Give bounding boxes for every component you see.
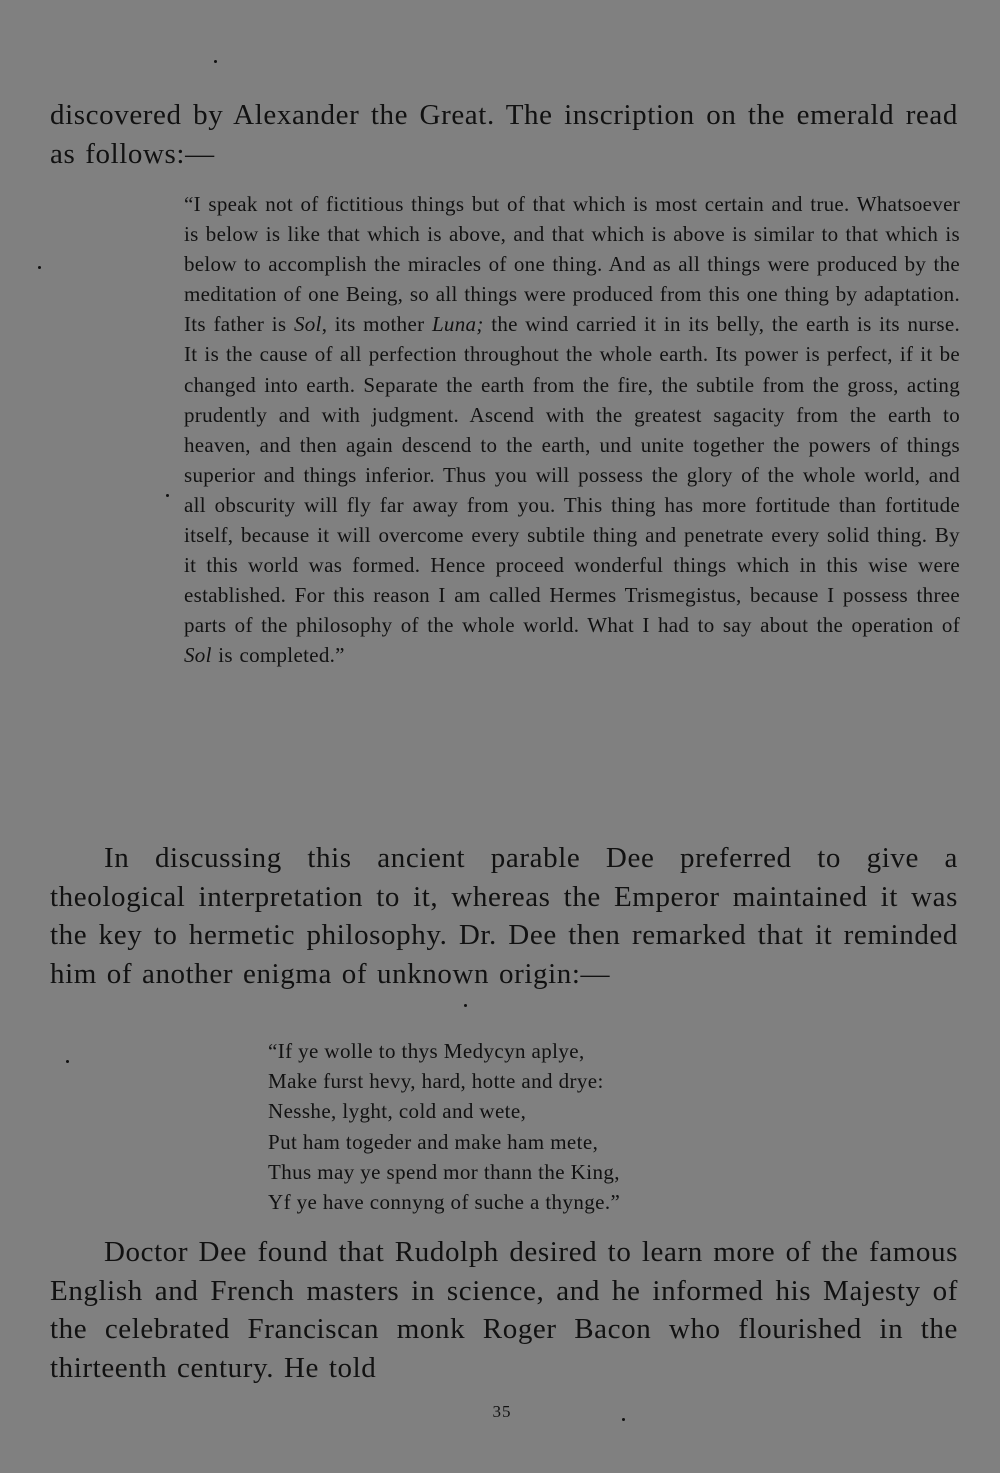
verse-line: Put ham togeder and make ham mete, — [268, 1129, 599, 1154]
scan-speck — [464, 1004, 467, 1007]
page-number: 35 — [492, 1402, 512, 1421]
scan-speck — [622, 1418, 625, 1421]
scan-speck — [38, 266, 41, 269]
enigma-verse — [268, 1036, 620, 1217]
quote-sol-2: Sol — [184, 643, 212, 668]
discussion-paragraph: In discussing this ancient parable Dee preferred to give a theological interpretation to it, whereas the Emperor maintained it was the key to hermetic philosophy. Dr. Dee then remarked that it reminded him of another enigma of unknown origin:— — [50, 842, 958, 990]
scan-speck — [66, 1060, 69, 1063]
opening-paragraph: discovered by Alexander the Great. The inscription on the emerald read as follows:— — [50, 99, 958, 170]
closing-paragraph: Doctor Dee found that Rudolph desired to learn more of the famous English and French masters in science, and he informed his Majesty of the celebrated Franciscan monk Roger Bacon who flourished in the thirteenth century. He told — [50, 1236, 958, 1384]
emerald-tablet-quote — [184, 189, 960, 671]
scan-speck — [214, 60, 217, 63]
quote-text-3: the wind carried it in its belly, the earth is its nurse. It is the cause of all perfection throughout the whole earth. Its power is perfect, if it be changed into earth. Separate the earth from the fire, the subtile from the gross, acting prudently and with judgment. Ascend with the greatest sagacity from the earth to heaven, and then again descend to the earth, und unite together the powers of things superior and things inferior. Thus you will possess the glory of the whole world, and all obscurity will fly far away from you. This thing has more fortitude than fortitude itself, because it will overcome every subtile thing and penetrate every solid thing. By it this world was formed. Hence proceed wonderful things which in this wise were established. For this reason I am called Hermes Trismegistus, because I possess three parts of the philosophy of the whole world. What I had to say about the operation of — [184, 312, 960, 638]
verse-line: Make furst hevy, hard, hotte and drye: — [268, 1069, 604, 1094]
quote-luna: Luna; — [431, 312, 484, 337]
verse-line: Yf ye have connyng of suche a thynge.” — [268, 1190, 621, 1215]
scan-speck — [166, 494, 169, 497]
verse-line: Nesshe, lyght, cold and wete, — [268, 1099, 527, 1124]
quote-sol: Sol — [293, 312, 322, 337]
verse-line: “If ye wolle to thys Medycyn aplye, — [268, 1039, 585, 1063]
quote-text-4: is completed.” — [211, 643, 345, 668]
quote-text-2: , its mother — [321, 312, 432, 337]
verse-line: Thus may ye spend mor thann the King, — [268, 1159, 620, 1184]
quote-text-1: “I speak not of fictitious things but of that which is most certain and true. Whatsoever is below is like that which is above, and that which is above is similar to that which is below to accomplish the miracles of one thing. And as all things were produced by the meditation of one Being, so all things were produced from this one thing by adaptation. Its father is — [184, 192, 960, 337]
